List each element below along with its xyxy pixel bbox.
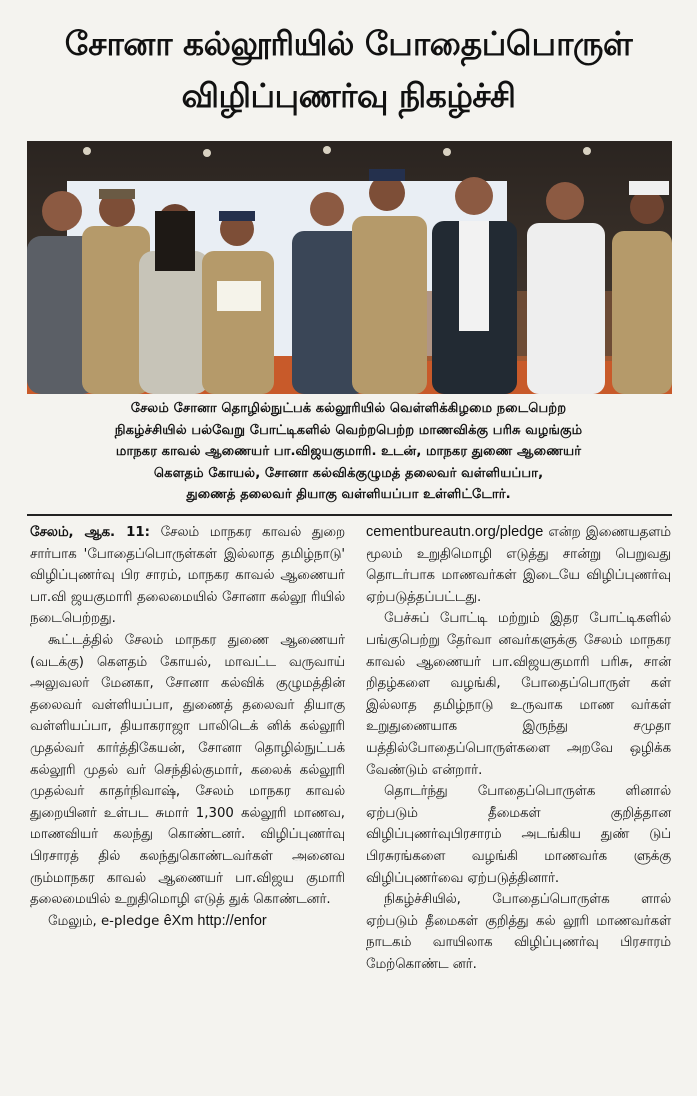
article-column-left xyxy=(30,522,345,932)
headline-line-1: சோனா கல்லூரியில் போதைப்பொருள் xyxy=(64,24,633,63)
article-paragraph xyxy=(30,911,345,933)
photo-caption xyxy=(20,398,677,506)
article-paragraph: தொடர்ந்து போதைப்பொருள்க ளினால் ஏற்படும் தீமைகள் குறித்தான விழிப்புணர்வுபிரசாரம் அடங்கிய துண் டுப் பிரசுரங்களை வழங்கி மாணவர்க ளுக்கு விழிப்புணர்வை ஏற்படுத்தினார். xyxy=(366,784,671,886)
article-paragraph: பேச்சுப் போட்டி மற்றும் இதர போட்டிகளில் பங்குபெற்று தேர்வா னவர்களுக்கு சேலம் மாநகர காவல் ஆணையர் பா.விஜயகுமாரி பரிசு, சான் றிதழ்களை வழங்கி, போதைப்பொருள் கள் இல்லாத தமிழ்நாடு உருவாக மாண வர்கள் உறுதுணையாக இருந்து சமுதா யத்தில்போதைப்பொருள்களை அறவே ஒழிக்க வேண்டும் என்றார். xyxy=(366,611,671,778)
divider xyxy=(27,514,672,516)
caption-line: மாநகர காவல் ஆணையர் பா.விஜயகுமாரி. உடன், மாநகர துணை ஆணையர் xyxy=(115,444,582,459)
caption-line: துணைத் தலைவர் தியாகு வள்ளியப்பா உள்ளிட்டோர். xyxy=(186,487,511,502)
headline-line-2: விழிப்புணர்வு நிகழ்ச்சி xyxy=(181,76,516,115)
caption-line: சேலம் சோனா தொழில்நுட்பக் கல்லூரியில் வெள்ளிக்கிழமை நடைபெற்ற xyxy=(130,401,567,416)
article-column-right xyxy=(366,522,671,975)
paragraph-text: சேலம் மாநகர காவல் துறை சார்பாக 'போதைப்பொருள்கள் இல்லாத தமிழ்நாடு' விழிப்புணர்வு பிர சாரம், மாநகர காவல் ஆணையர் பா.வி ஜயகுமாரி தலைமையில் சோனா கல்லூ ரியில் நடைபெற்றது. xyxy=(30,525,345,627)
event-photo-illustration xyxy=(27,141,672,394)
article-paragraph xyxy=(366,522,671,608)
article-paragraph xyxy=(30,522,345,630)
caption-line: நிகழ்ச்சியில் பல்வேறு போட்டிகளில் வெற்றபெற்ற மாணவிக்கு பரிசு வழங்கும் xyxy=(114,422,583,438)
pledge-url-end: cementbureautn.org/pledge xyxy=(366,524,544,540)
event-photo xyxy=(27,141,672,394)
paragraph-text: என்ற இணையதளம் மூலம் உறுதிமொழி எடுத்து சான்று பெறுவது தொடர்பாக மாணவர்கள் இடையே விழிப்புணர்வு ஏற்படுத்தப்பட்டது. xyxy=(366,525,671,605)
caption-line: கௌதம் கோயல், சோனா கல்விக்குழுமத் தலைவர் வள்ளியப்பா, xyxy=(153,465,544,481)
article-paragraph: கூட்டத்தில் சேலம் மாநகர துணை ஆணையர் (வடக்கு) கௌதம் கோயல், மாவட்ட வருவாய் அலுவலர் மேனகா, சோனா கல்விக் குழுமத்தின் தலைவர் வள்ளியப்பா, துணைத் தலைவர் தியாகு வள்ளியப்பா, தியாகராஜா பாலிடெக் னிக் கல்லூரி முதல்வர் கார்த்திகேயன், சோனா தொழில்நுட்பக் கல்லூரி முதல் வர் செந்தில்குமார், கலைக் கல்லூரி முதல்வர் காதர்நிவாஷ், சேலம் மாநகர காவல் துறையினர் உள்பட சுமார் 1,300 கல்லூரி மாணவ, மாணவியர் கலந்து கொண்டனர். விழிப்புணர்வு பிரசாரத் தில் கலந்துகொண்டவர்கள் அனைவ ரும்மாநகர காவல் ஆணையர் பா.விஜய குமாரி தலைமையில் உறுதிமொழி எடுத் துக் கொண்டனர். xyxy=(30,632,345,908)
article-paragraph: நிகழ்ச்சியில், போதைப்பொருள்க ளால் ஏற்படும் தீமைகள் குறித்து கல் லூரி மாணவர்கள் நாடகம் வாயிலாக விழிப்புணர்வு பிரசாரம் மேற்கொண்ட னர். xyxy=(366,892,671,972)
headline xyxy=(20,18,677,122)
pledge-url-start: http://enfor xyxy=(193,912,267,929)
dateline: சேலம், ஆக. 11: xyxy=(30,525,150,540)
paragraph-text: மேலும், e-pledge xyxy=(48,913,164,929)
garbled-text: êXm xyxy=(163,912,194,929)
